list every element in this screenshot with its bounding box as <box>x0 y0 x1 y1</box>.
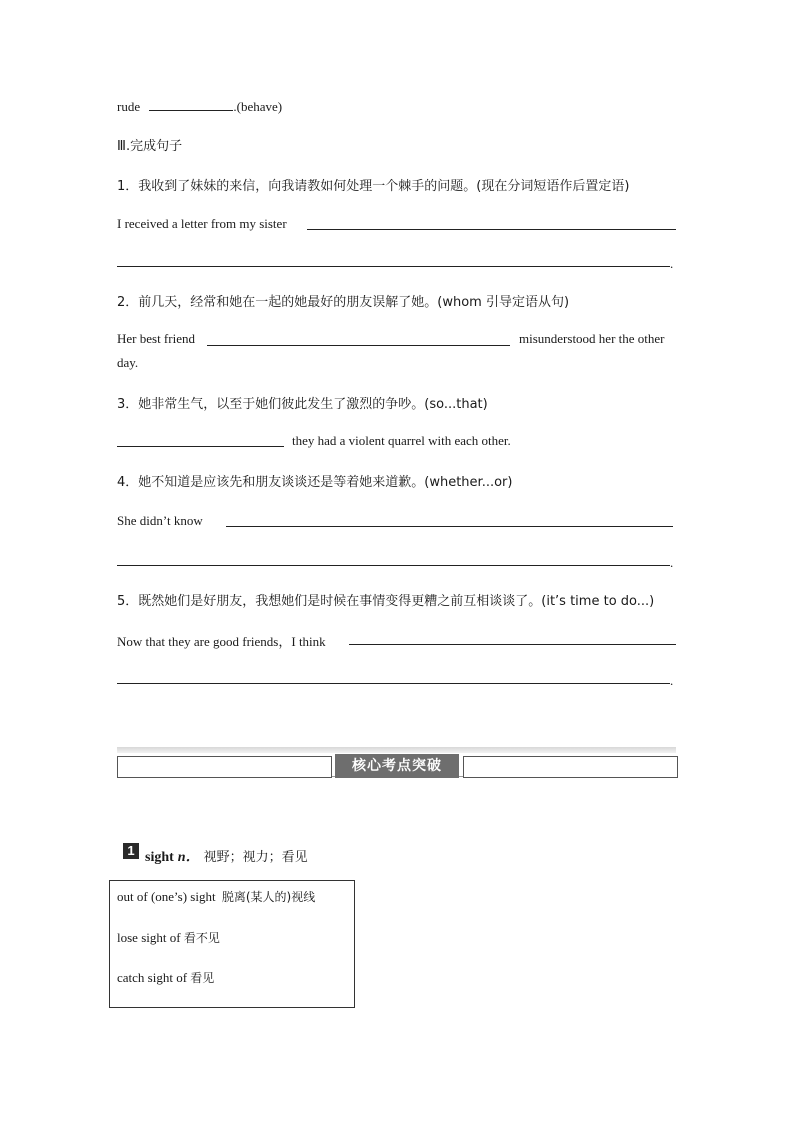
rude-word: rude <box>117 99 141 114</box>
item-5-blank-b[interactable] <box>117 683 670 684</box>
item-1-blank-b[interactable] <box>117 266 670 267</box>
point-1-pos: n． <box>177 850 200 865</box>
phrase-1 <box>117 888 315 905</box>
item-4-prompt: 4．她不知道是应该先和朋友谈谈还是等着她来道歉。(whether...or) <box>117 475 513 490</box>
phrase-2-en: lose sight of <box>117 930 181 945</box>
banner-left-box <box>117 756 332 778</box>
item-4-blank-a[interactable] <box>226 526 673 527</box>
item-2-tail: misunderstood her the other <box>519 331 665 346</box>
item-4-lead: She didn’t know <box>117 513 203 528</box>
phrase-3-zh: 看见 <box>190 971 215 985</box>
point-1-word: sight <box>145 850 174 865</box>
item-5-prompt: 5．既然她们是好朋友，我想她们是时候在事情变得更糟之前互相谈谈了。(it’s time to do...) <box>117 594 655 609</box>
item-2-tail-cont: day. <box>117 355 139 370</box>
item-5-period: . <box>670 673 674 688</box>
phrase-2 <box>117 929 220 946</box>
phrase-2-zh: 看不见 <box>183 931 220 945</box>
item-1-prompt: 1．我收到了妹妹的来信，向我请教如何处理一个棘手的问题。(现在分词短语作后置定语) <box>117 179 630 194</box>
item-5-blank-a[interactable] <box>349 644 676 645</box>
phrase-1-zh: 脱离(某人的)视线 <box>221 890 316 904</box>
item-5-lead: Now that they are good friends，I think <box>117 634 326 649</box>
item-2-prompt: 2．前几天，经常和她在一起的她最好的朋友误解了她。(whom 引导定语从句) <box>117 295 570 310</box>
banner-right-box <box>463 756 678 778</box>
item-2-blank[interactable] <box>207 345 510 346</box>
item-4-blank-b[interactable] <box>117 565 670 566</box>
item-3-blank[interactable] <box>117 446 284 447</box>
point-1-meaning: 视野；视力；看见 <box>203 850 308 865</box>
item-1-blank-a[interactable] <box>307 229 676 230</box>
point-number-badge: 1 <box>123 843 139 859</box>
banner-title: 核心考点突破 <box>335 754 459 778</box>
point-1-heading <box>145 846 308 866</box>
rude-blank[interactable] <box>149 97 233 111</box>
banner-shade <box>117 747 676 753</box>
rude-line <box>117 97 282 115</box>
item-3-prompt: 3．她非常生气，以至于她们彼此发生了激烈的争吵。(so...that) <box>117 397 488 412</box>
phrase-3-en: catch sight of <box>117 970 188 985</box>
item-2-lead: Her best friend <box>117 331 195 346</box>
phrase-1-en: out of (one’s) sight <box>117 889 216 904</box>
item-1-lead: I received a letter from my sister <box>117 216 287 231</box>
section-heading: Ⅲ.完成句子 <box>117 139 183 154</box>
item-3-tail: they had a violent quarrel with each other. <box>292 433 511 448</box>
phrase-3 <box>117 969 214 986</box>
rude-hint: .(behave) <box>233 99 283 114</box>
item-1-period: . <box>670 256 674 271</box>
item-4-period: . <box>670 555 674 570</box>
